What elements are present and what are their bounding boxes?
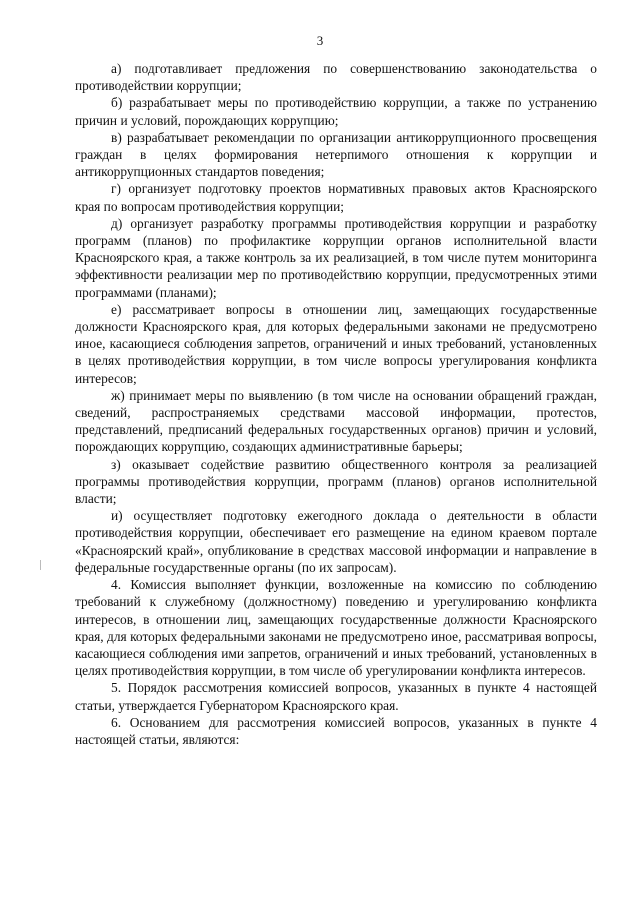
paragraph-b: б) разрабатывает меры по противодействию коррупции, а также по устранению причин и условий, порождающих коррупцию;	[75, 95, 597, 128]
paragraph-e: е) рассматривает вопросы в отношении лиц, замещающих государственные должности Красноярского края, для которых федеральными законами не предусмотрено иное, касающиеся соблюдения запретов, ограничений и иных требований, установленных в целях противодействия коррупции, в том числе вопросы урегулирования конфликта интересов;	[75, 301, 597, 386]
paragraph-6: 6. Основанием для рассмотрения комиссией вопросов, указанных в пункте 4 настоящей статьи, являются:	[75, 714, 597, 747]
paragraph-i: и) осуществляет подготовку ежегодного доклада о деятельности в области противодействия коррупции, обеспечивает его размещение на едином краевом портале «Красноярский край», опубликование в средствах массовой информации и направление в федеральные государственные органы (по их запросам).	[75, 508, 597, 575]
scan-edge-mark	[40, 560, 41, 570]
paragraph-zh: ж) принимает меры по выявлению (в том числе на основании обращений граждан, сведений, распространяемых средствами массовой информации, протестов, представлений, предписаний федеральных государственных органов) причин и условий, порождающих коррупцию, создающих административные барьеры;	[75, 387, 597, 455]
paragraph-a: а) подготавливает предложения по совершенствованию законодательства о противодействии коррупции;	[75, 61, 597, 94]
page-number: 3	[316, 33, 324, 48]
paragraph-4: 4. Комиссия выполняет функции, возложенные на комиссию по соблюдению требований к служебному (должностному) поведению и урегулированию конфликта интересов, в отношении лиц, замещающих государственные должности Красноярского края, для которых федеральными законами не предусмотрено иное, рассматривая вопросы, касающиеся соблюдения ими запретов, ограничений и иных требований, установленных в целях противодействия коррупции, в том числе об урегулировании конфликта интересов.	[75, 577, 597, 679]
paragraph-z: з) оказывает содействие развитию общественного контроля за реализацией программы противодействия коррупции, программ (планов) органов исполнительной власти;	[75, 456, 597, 507]
paragraph-g: г) организует подготовку проектов нормативных правовых актов Красноярского края по вопросам противодействия коррупции;	[75, 181, 597, 214]
paragraph-v: в) разрабатывает рекомендации по организации антикоррупционного просвещения граждан в целях формирования нетерпимого отношения к коррупции и антикоррупционных стандартов поведения;	[75, 129, 597, 180]
paragraph-d: д) организует разработку программы противодействия коррупции и разработку программ (планов) по профилактике коррупции органов исполнительной власти Красноярского края, а также контроль за их реализацией, в том числе путем мониторинга эффективности реализации мер по противодействию коррупции, предусмотренных этими программами (планами);	[75, 215, 597, 300]
document-body	[75, 60, 597, 748]
paragraph-5: 5. Порядок рассмотрения комиссией вопросов, указанных в пункте 4 настоящей статьи, утверждается Губернатором Красноярского края.	[75, 680, 597, 713]
